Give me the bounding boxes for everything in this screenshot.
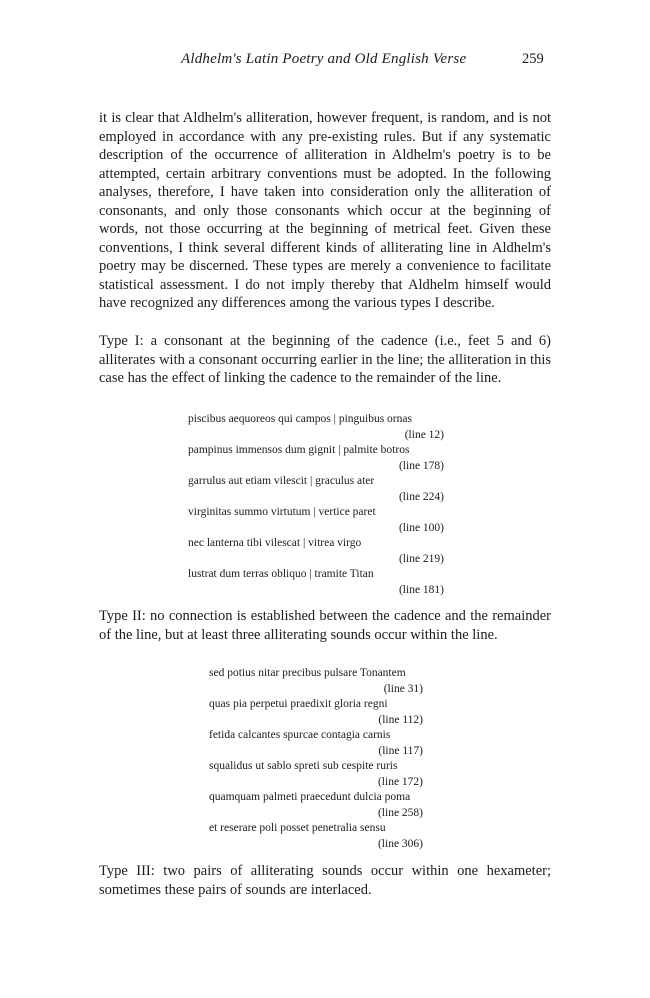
verse-example xyxy=(209,666,465,697)
verse-line: quamquam palmeti praecedunt dulcia poma xyxy=(209,791,411,803)
verse-line: virginitas summo virtutum | vertice paret xyxy=(188,506,376,518)
body-paragraph-type-3: Type III: two pairs of alliterating sounds occur within one hexameter; sometimes these pairs of sounds are interlaced. xyxy=(99,863,551,898)
verse-line: fetida calcantes spurcae contagia carnis xyxy=(209,729,391,741)
verse-line: squalidus ut sablo spreti sub cespite ruris xyxy=(209,760,398,772)
verse-line-ref: (line 100) xyxy=(398,521,444,534)
verse-example xyxy=(209,790,465,821)
verse-example xyxy=(188,443,468,474)
verse-example xyxy=(188,536,468,567)
verse-examples-type-1 xyxy=(188,412,468,598)
verse-line-ref: (line 178) xyxy=(398,459,444,472)
page-number: 259 xyxy=(522,51,544,67)
verse-example xyxy=(209,821,465,852)
verse-line-ref: (line 117) xyxy=(378,744,423,757)
verse-line: et reserare poli posset penetralia sensu xyxy=(209,822,386,834)
body-paragraph-type-2: Type II: no connection is established between the cadence and the remainder of the line, but at least three alliterating sounds occur within the line. xyxy=(99,608,551,643)
verse-line-ref: (line 306) xyxy=(377,837,423,850)
verse-line-ref: (line 258) xyxy=(377,806,423,819)
verse-example xyxy=(209,728,465,759)
verse-line-ref: (line 12) xyxy=(404,428,444,441)
verse-line-ref: (line 31) xyxy=(383,682,423,695)
verse-line-ref: (line 112) xyxy=(378,713,423,726)
verse-example xyxy=(188,567,468,598)
verse-example xyxy=(188,474,468,505)
body-paragraph-type-1: Type I: a consonant at the beginning of the cadence (i.e., feet 5 and 6) alliterates with a consonant occurring earlier in the line; the alliteration in this case has the effect of linking the cadence to the remainder of the line. xyxy=(99,333,551,386)
verse-line: lustrat dum terras obliquo | tramite Titan xyxy=(188,568,374,580)
running-header xyxy=(0,51,650,73)
verse-line: nec lanterna tibi vilescat | vitrea virgo xyxy=(188,537,362,549)
verse-examples-type-2 xyxy=(209,666,465,852)
verse-line-ref: (line 172) xyxy=(377,775,423,788)
verse-line: garrulus aut etiam vilescit | graculus ater xyxy=(188,475,375,487)
verse-line: quas pia perpetui praedixit gloria regni xyxy=(209,698,388,710)
verse-example xyxy=(209,697,465,728)
body-paragraph-alliteration-conventions: it is clear that Aldhelm's alliteration, however frequent, is random, and is not employed in accordance with any pre-existing rules. But if any systematic description of the occurrence of alliteration in Aldhelm's poetry is to be attempted, certain arbitrary conventions must be adopted. In the following analyses, therefore, I have taken into consideration only the alliteration of consonants, and only those consonants which occur at the beginning of words, not those occurring at the beginning of metrical feet. Given these conventions, I think several different kinds of alliterating line in Aldhelm's poetry may be discerned. These types are merely a convenience to facilitate statistical assessment. I do not imply thereby that Aldhelm himself would have recognized any differences among the various types I describe. xyxy=(99,110,551,311)
verse-line-ref: (line 219) xyxy=(398,552,444,565)
verse-line: piscibus aequoreos qui campos | pinguibus ornas xyxy=(188,413,412,425)
verse-line: sed potius nitar precibus pulsare Tonantem xyxy=(209,667,406,679)
verse-example xyxy=(209,759,465,790)
verse-example xyxy=(188,505,468,536)
verse-line-ref: (line 181) xyxy=(398,583,444,596)
verse-line-ref: (line 224) xyxy=(398,490,444,503)
verse-line: pampinus immensos dum gignit | palmite botros xyxy=(188,444,410,456)
running-title: Aldhelm's Latin Poetry and Old English Verse xyxy=(181,51,467,67)
verse-example xyxy=(188,412,468,443)
